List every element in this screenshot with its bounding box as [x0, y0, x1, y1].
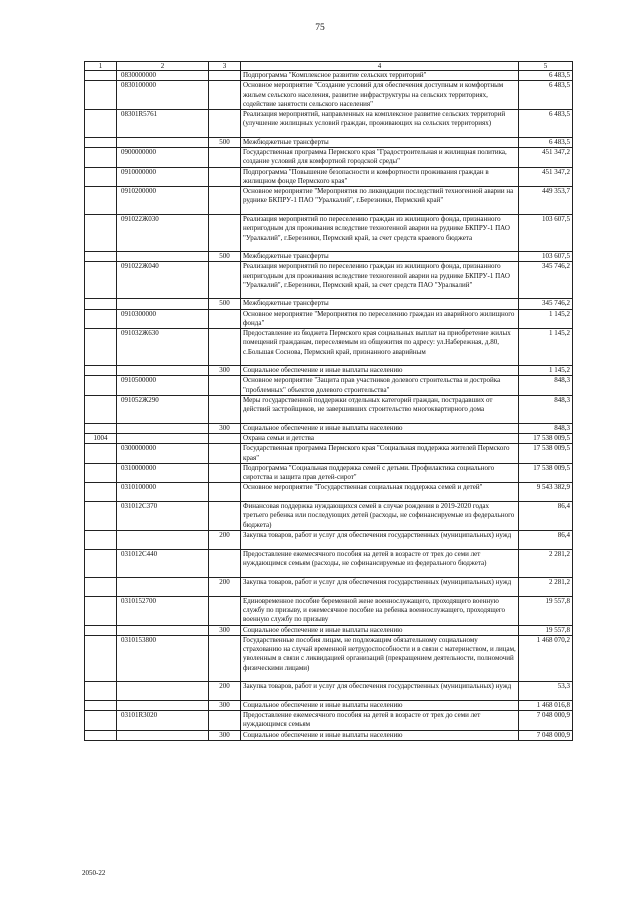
- table-row: [85, 681, 573, 700]
- amount-cell: 6 483,5: [519, 71, 573, 81]
- table-row: [85, 309, 573, 328]
- section-code-cell: [85, 81, 117, 110]
- section-code-cell: [85, 681, 117, 700]
- table-row: [85, 329, 573, 366]
- amount-cell: 7 048 000,9: [519, 711, 573, 730]
- table-row: [85, 530, 573, 549]
- section-code-cell: [85, 423, 117, 433]
- description-cell: Финансовая поддержка нуждающихся семей в случае рождения в 2019-2020 годах третьего ребенка или последующих детей (расходы, не софинансируемые из федерального бюджета): [241, 502, 519, 531]
- description-cell: Предоставление ежемесячного пособия на детей в возрасте от трех до семи лет нуждающимся семьям (расходы, не софинансируемые из федерального бюджета): [241, 549, 519, 577]
- table-row: [85, 700, 573, 710]
- description-cell: Основное мероприятие "Мероприятия по ликвидации последствий техногенной аварии на руднике БКПРУ-1 ПАО "Уралкалий", г.Березники, Пермский край": [241, 187, 519, 215]
- section-code-cell: [85, 187, 117, 215]
- target-article-cell: [117, 252, 209, 262]
- column-header: 4: [241, 62, 519, 71]
- description-cell: Межбюджетные трансферты: [241, 299, 519, 309]
- expense-type-cell: [209, 376, 241, 395]
- table-row: [85, 483, 573, 502]
- section-code-cell: [85, 71, 117, 81]
- description-cell: Закупка товаров, работ и услуг для обеспечения государственных (муниципальных) нужд: [241, 530, 519, 549]
- expense-type-cell: [209, 463, 241, 482]
- expense-type-cell: 300: [209, 625, 241, 635]
- amount-cell: 449 353,7: [519, 187, 573, 215]
- expense-type-cell: 300: [209, 366, 241, 376]
- section-code-cell: [85, 700, 117, 710]
- expense-type-cell: [209, 329, 241, 366]
- target-article-cell: 0900000000: [117, 148, 209, 167]
- expense-type-cell: [209, 596, 241, 625]
- expense-type-cell: [209, 635, 241, 681]
- section-code-cell: [85, 549, 117, 577]
- target-article-cell: 091032Ж630: [117, 329, 209, 366]
- target-article-cell: 0910000000: [117, 167, 209, 186]
- target-article-cell: [117, 137, 209, 147]
- column-header: 5: [519, 62, 573, 71]
- table-row: [85, 395, 573, 423]
- table-row: [85, 376, 573, 395]
- description-cell: Предоставление ежемесячного пособия на детей в возрасте от трех до семи лет нуждающимся семьям: [241, 711, 519, 730]
- section-code-cell: [85, 444, 117, 463]
- description-cell: Основное мероприятие "Создание условий для обеспечения доступным и комфортным жильем сельского населения, развитие инфраструктуры на сельских территориях, содействие занятости сельского населения": [241, 81, 519, 110]
- description-cell: Государственные пособия лицам, не подлежащим обязательному социальному страхованию на случай временной нетрудоспособности и в связи с материнством, и лицам, уволенным в связи с ликвидацией организаций (прекращением деятельности, полномочий физическими лицами): [241, 635, 519, 681]
- target-article-cell: 0310100000: [117, 483, 209, 502]
- target-article-cell: 031012С370: [117, 502, 209, 531]
- amount-cell: 9 543 382,9: [519, 483, 573, 502]
- expense-type-cell: [209, 309, 241, 328]
- target-article-cell: [117, 730, 209, 740]
- table-row: [85, 252, 573, 262]
- amount-cell: 6 483,5: [519, 109, 573, 137]
- expense-type-cell: 300: [209, 423, 241, 433]
- table-row: [85, 71, 573, 81]
- description-cell: Социальное обеспечение и иные выплаты населению: [241, 625, 519, 635]
- table-row: [85, 434, 573, 444]
- table-row: [85, 187, 573, 215]
- description-cell: Меры государственной поддержки отдельных категорий граждан, пострадавших от действий застройщиков, не завершивших строительство многоквартирного дома: [241, 395, 519, 423]
- amount-cell: 103 607,5: [519, 252, 573, 262]
- expense-type-cell: [209, 262, 241, 299]
- expense-type-cell: [209, 549, 241, 577]
- table-row: [85, 262, 573, 299]
- amount-cell: 451 347,2: [519, 148, 573, 167]
- target-article-cell: 0830100000: [117, 81, 209, 110]
- section-code-cell: [85, 309, 117, 328]
- section-code-cell: [85, 215, 117, 252]
- target-article-cell: 0300000000: [117, 444, 209, 463]
- description-cell: Основное мероприятие "Защита прав участников долевого строительства и достройка "проблемных" объектов долевого строительства": [241, 376, 519, 395]
- section-code-cell: [85, 137, 117, 147]
- section-code-cell: [85, 299, 117, 309]
- table-row: [85, 730, 573, 740]
- amount-cell: 1 145,2: [519, 309, 573, 328]
- description-cell: Основное мероприятие "Мероприятия по переселению граждан из аварийного жилищного фонда": [241, 309, 519, 328]
- expense-type-cell: [209, 109, 241, 137]
- target-article-cell: [117, 700, 209, 710]
- amount-cell: 345 746,2: [519, 299, 573, 309]
- target-article-cell: 031012С440: [117, 549, 209, 577]
- description-cell: Социальное обеспечение и иные выплаты населению: [241, 730, 519, 740]
- section-code-cell: 1004: [85, 434, 117, 444]
- amount-cell: 1 468 016,8: [519, 700, 573, 710]
- target-article-cell: [117, 577, 209, 596]
- expense-type-cell: [209, 187, 241, 215]
- header-row: [85, 62, 573, 71]
- amount-cell: 17 538 009,5: [519, 463, 573, 482]
- description-cell: Реализация мероприятий по переселению граждан из жилищного фонда, признанного непригодным для проживания вследствие техногенной аварии на руднике БКПРУ-1 ПАО "Уралкалий", г.Березники, Пермский край, за счет средств краевого бюджета: [241, 215, 519, 252]
- amount-cell: 451 347,2: [519, 167, 573, 186]
- table-row: [85, 167, 573, 186]
- description-cell: Предоставление из бюджета Пермского края социальных выплат на приобретение жилых помещений гражданам, переселяемым из общежития по адресу: ул.Набережная, д.80, с.Большая Соснова, Пермский край, признанного аварийным: [241, 329, 519, 366]
- amount-cell: 19 557,8: [519, 596, 573, 625]
- description-cell: Государственная программа Пермского края "Социальная поддержка жителей Пермского края": [241, 444, 519, 463]
- amount-cell: 1 145,2: [519, 329, 573, 366]
- amount-cell: 17 538 009,5: [519, 444, 573, 463]
- amount-cell: 19 557,8: [519, 625, 573, 635]
- target-article-cell: 0910200000: [117, 187, 209, 215]
- expense-type-cell: [209, 395, 241, 423]
- expense-type-cell: 200: [209, 530, 241, 549]
- table-row: [85, 81, 573, 110]
- table-row: [85, 148, 573, 167]
- expense-type-cell: 200: [209, 681, 241, 700]
- description-cell: Государственная программа Пермского края "Градостроительная и жилищная политика, создание условий для комфортной городской среды": [241, 148, 519, 167]
- target-article-cell: 08301R5761: [117, 109, 209, 137]
- description-cell: Единовременное пособие беременной жене военнослужащего, проходящего военную службу по призыву, и ежемесячное пособие на ребенка военнослужащего, проходящего военную службу по призыву: [241, 596, 519, 625]
- page-number: 75: [315, 23, 325, 33]
- table-row: [85, 711, 573, 730]
- target-article-cell: 0310000000: [117, 463, 209, 482]
- section-code-cell: [85, 483, 117, 502]
- description-cell: Межбюджетные трансферты: [241, 252, 519, 262]
- section-code-cell: [85, 577, 117, 596]
- target-article-cell: [117, 299, 209, 309]
- expense-type-cell: 300: [209, 700, 241, 710]
- table-row: [85, 215, 573, 252]
- amount-cell: 1 145,2: [519, 366, 573, 376]
- expense-type-cell: 500: [209, 252, 241, 262]
- target-article-cell: [117, 434, 209, 444]
- description-cell: Подпрограмма "Комплексное развитие сельских территорий": [241, 71, 519, 81]
- expense-type-cell: [209, 711, 241, 730]
- amount-cell: 848,3: [519, 423, 573, 433]
- amount-cell: 7 048 000,9: [519, 730, 573, 740]
- amount-cell: 345 746,2: [519, 262, 573, 299]
- expense-type-cell: [209, 81, 241, 110]
- section-code-cell: [85, 730, 117, 740]
- expense-type-cell: [209, 167, 241, 186]
- target-article-cell: 0830000000: [117, 71, 209, 81]
- section-code-cell: [85, 625, 117, 635]
- amount-cell: 6 483,5: [519, 137, 573, 147]
- expense-type-cell: [209, 434, 241, 444]
- section-code-cell: [85, 376, 117, 395]
- amount-cell: 86,4: [519, 502, 573, 531]
- amount-cell: 17 538 009,5: [519, 434, 573, 444]
- section-code-cell: [85, 530, 117, 549]
- expense-type-cell: [209, 215, 241, 252]
- section-code-cell: [85, 596, 117, 625]
- column-header: 1: [85, 62, 117, 71]
- target-article-cell: 0310153800: [117, 635, 209, 681]
- target-article-cell: 091022Ж040: [117, 262, 209, 299]
- expense-type-cell: [209, 483, 241, 502]
- expense-type-cell: [209, 71, 241, 81]
- table-row: [85, 635, 573, 681]
- description-cell: Социальное обеспечение и иные выплаты населению: [241, 366, 519, 376]
- section-code-cell: [85, 252, 117, 262]
- description-cell: Социальное обеспечение и иные выплаты населению: [241, 700, 519, 710]
- amount-cell: 2 281,2: [519, 577, 573, 596]
- section-code-cell: [85, 366, 117, 376]
- target-article-cell: 0910500000: [117, 376, 209, 395]
- expense-type-cell: 500: [209, 299, 241, 309]
- description-cell: Реализация мероприятий по переселению граждан из жилищного фонда, признанного непригодным для проживания вследствие техногенной аварии на руднике БКПРУ-1 ПАО "Уралкалий", г.Березники, Пермский край, за счет средств ПАО "Уралкалий": [241, 262, 519, 299]
- section-code-cell: [85, 262, 117, 299]
- target-article-cell: 0910300000: [117, 309, 209, 328]
- amount-cell: 848,3: [519, 395, 573, 423]
- amount-cell: 6 483,5: [519, 81, 573, 110]
- amount-cell: 86,4: [519, 530, 573, 549]
- target-article-cell: [117, 681, 209, 700]
- section-code-cell: [85, 711, 117, 730]
- column-header: 2: [117, 62, 209, 71]
- table-row: [85, 596, 573, 625]
- table-row: [85, 109, 573, 137]
- expense-type-cell: [209, 444, 241, 463]
- section-code-cell: [85, 463, 117, 482]
- document-code: 2050-22: [82, 869, 106, 877]
- target-article-cell: [117, 366, 209, 376]
- table-row: [85, 463, 573, 482]
- section-code-cell: [85, 167, 117, 186]
- description-cell: Подпрограмма "Социальная поддержка семей с детьми. Профилактика социального сиротства и защита прав детей-сирот": [241, 463, 519, 482]
- description-cell: Закупка товаров, работ и услуг для обеспечения государственных (муниципальных) нужд: [241, 681, 519, 700]
- section-code-cell: [85, 395, 117, 423]
- description-cell: Социальное обеспечение и иные выплаты населению: [241, 423, 519, 433]
- column-header: 3: [209, 62, 241, 71]
- amount-cell: 53,3: [519, 681, 573, 700]
- target-article-cell: [117, 625, 209, 635]
- target-article-cell: [117, 423, 209, 433]
- target-article-cell: 091052Ж290: [117, 395, 209, 423]
- description-cell: Охрана семьи и детства: [241, 434, 519, 444]
- expense-type-cell: 500: [209, 137, 241, 147]
- section-code-cell: [85, 148, 117, 167]
- amount-cell: 103 607,5: [519, 215, 573, 252]
- target-article-cell: 091022Ж030: [117, 215, 209, 252]
- section-code-cell: [85, 329, 117, 366]
- table-row: [85, 625, 573, 635]
- section-code-cell: [85, 109, 117, 137]
- target-article-cell: 03101R3020: [117, 711, 209, 730]
- amount-cell: 848,3: [519, 376, 573, 395]
- section-code-cell: [85, 502, 117, 531]
- table-row: [85, 423, 573, 433]
- table-row: [85, 137, 573, 147]
- expense-type-cell: [209, 502, 241, 531]
- amount-cell: 2 281,2: [519, 549, 573, 577]
- description-cell: Основное мероприятие "Государственная социальная поддержка семей и детей": [241, 483, 519, 502]
- amount-cell: 1 468 070,2: [519, 635, 573, 681]
- description-cell: Реализация мероприятий, направленных на комплексное развитие сельских территорий (улучшение жилищных условий граждан, проживающих на сельских территориях): [241, 109, 519, 137]
- expense-type-cell: [209, 148, 241, 167]
- description-cell: Закупка товаров, работ и услуг для обеспечения государственных (муниципальных) нужд: [241, 577, 519, 596]
- table-row: [85, 444, 573, 463]
- target-article-cell: 0310152700: [117, 596, 209, 625]
- table-row: [85, 299, 573, 309]
- budget-table: [84, 61, 573, 741]
- table-row: [85, 577, 573, 596]
- description-cell: Межбюджетные трансферты: [241, 137, 519, 147]
- expense-type-cell: 300: [209, 730, 241, 740]
- table-row: [85, 366, 573, 376]
- target-article-cell: [117, 530, 209, 549]
- section-code-cell: [85, 635, 117, 681]
- description-cell: Подпрограмма "Повышение безопасности и комфортности проживания граждан в жилищном фонде Пермского края": [241, 167, 519, 186]
- table-row: [85, 502, 573, 531]
- table-row: [85, 549, 573, 577]
- expense-type-cell: 200: [209, 577, 241, 596]
